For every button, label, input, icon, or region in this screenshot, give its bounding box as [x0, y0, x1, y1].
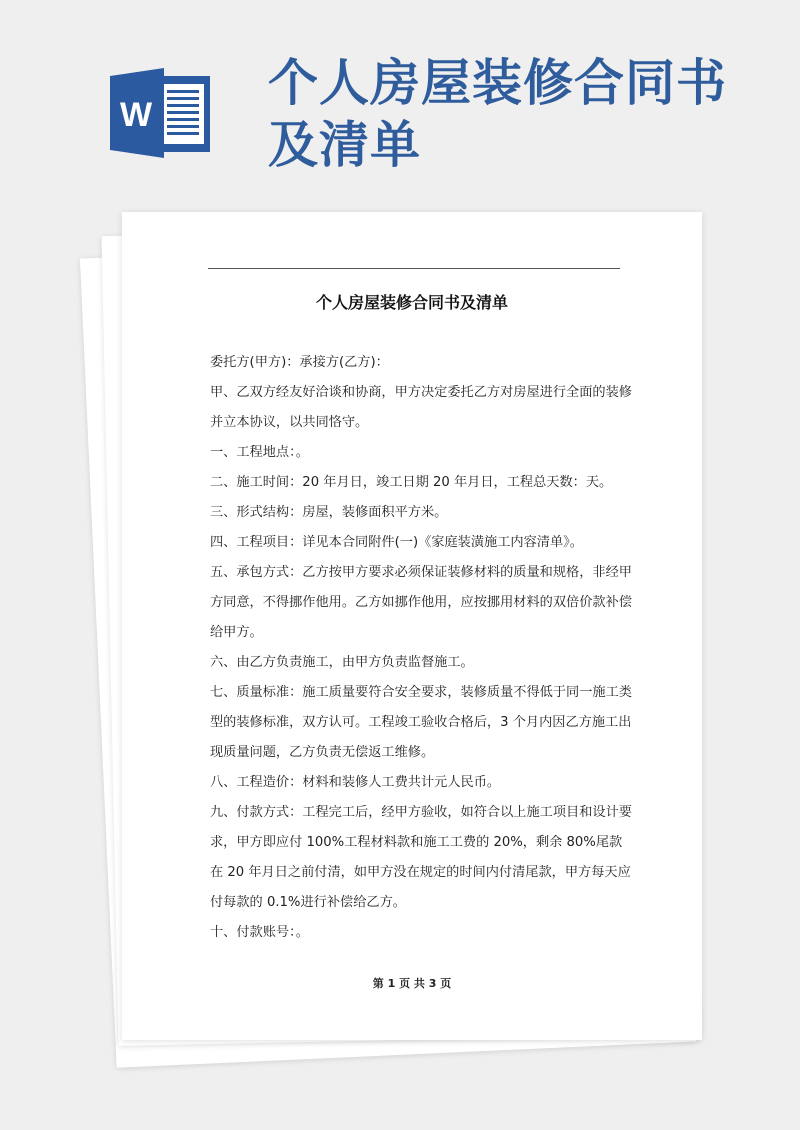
clause-preamble: 甲、乙双方经友好洽谈和协商，甲方决定委托乙方对房屋进行全面的装修并立本协议，以共同恪守。 [210, 385, 632, 430]
document-body [210, 348, 634, 948]
header-rule [208, 268, 620, 269]
clause-construction: 六、由乙方负责施工，由甲方负责监督施工。 [210, 655, 474, 670]
page-number: 第 1 页 共 3 页 [372, 977, 452, 990]
clause-structure: 三、形式结构：房屋，装修面积平方米。 [210, 505, 448, 520]
clause-quality: 七、质量标准：施工质量要符合安全要求，装修质量不得低于同一施工类型的装修标准，双方认可。工程竣工验收合格后，3 个月内因乙方施工出现质量问题，乙方负责无偿返工维修。 [210, 685, 632, 760]
clause-schedule: 二、施工时间：20 年月日，竣工日期 20 年月日，工程总天数：天。 [210, 475, 613, 490]
clause-location: 一、工程地点：。 [210, 445, 309, 460]
document-page [122, 212, 702, 1040]
clause-parties: 委托方(甲方)：承接方(乙方)： [210, 355, 389, 370]
document-title: 个人房屋装修合同书及清单 [315, 293, 508, 312]
banner-title: 个人房屋装修合同书及清单 [268, 53, 727, 174]
clause-payment: 九、付款方式：工程完工后，经甲方验收，如符合以上施工项目和设计要求，甲方即应付 100%工程材料款和施工工费的 20%，剩余 80%尾款在 20 年月日之前付清，如甲方没在规定的时间内付清尾款，甲方每天应付每款的 0.1%进行补偿给乙方。 [210, 805, 632, 910]
word-document-icon [110, 68, 212, 158]
clause-account: 十、付款账号：。 [210, 925, 309, 940]
word-letter: W [119, 96, 153, 134]
clause-project: 四、工程项目：详见本合同附件(一)《家庭装潢施工内容清单》。 [210, 535, 583, 550]
clause-contracting: 五、承包方式：乙方按甲方要求必须保证装修材料的质量和规格，非经甲方同意，不得挪作他用。乙方如挪作他用，应按挪用材料的双倍价款补偿给甲方。 [210, 565, 632, 640]
clause-cost: 八、工程造价：材料和装修人工费共计元人民币。 [210, 775, 501, 790]
